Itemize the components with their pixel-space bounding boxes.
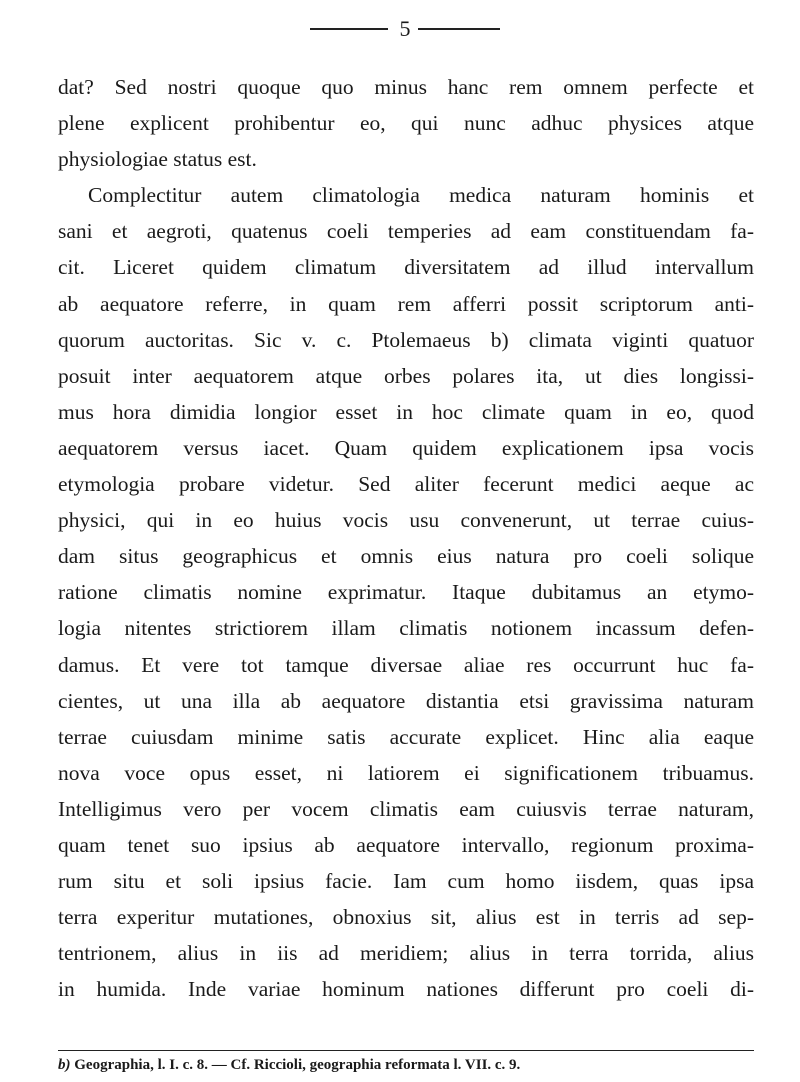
text-line: Complectitur autem climatologia medica naturam hominis et xyxy=(88,183,754,208)
text-line: quam tenet suo ipsius ab aequatore intervallo, regionum proxima- xyxy=(58,832,754,857)
text-line: cit. Liceret quidem climatum diversitatem ad illud intervallum xyxy=(58,255,754,280)
text-line: Intelligimus vero per vocem climatis eam cuiusvis terrae naturam, xyxy=(58,796,754,821)
text-line: tentrionem, alius in iis ad meridiem; alius in terra torrida, alius xyxy=(58,941,754,966)
text-line: etymologia probare videtur. Sed aliter fecerunt medici aeque ac xyxy=(58,472,754,497)
text-line: ab aequatore referre, in quam rem afferri possit scriptorum anti- xyxy=(58,291,754,316)
text-line: terrae cuiusdam minime satis accurate explicet. Hinc alia eaque xyxy=(58,724,754,749)
text-line: dat? Sed nostri quoque quo minus hanc rem omnem perfecte et xyxy=(58,75,754,99)
text-line: plene explicent prohibentur eo, qui nunc adhuc physices atque xyxy=(58,111,754,136)
text-line: sani et aegroti, quatenus coeli temperies ad eam constituendam fa- xyxy=(58,219,754,244)
footnote-marker: b) xyxy=(58,1057,71,1073)
text-line: damus. Et vere tot tamque diversae aliae res occurrunt huc fa- xyxy=(58,652,754,677)
text-line: physiologiae status est. xyxy=(58,147,257,172)
footnote-rule xyxy=(58,1050,754,1051)
text-line: aequatorem versus iacet. Quam quidem explicationem ipsa vocis xyxy=(58,435,754,460)
text-line: dam situs geographicus et omnis eius natura pro coeli solique xyxy=(58,544,754,569)
text-line: ratione climatis nomine exprimatur. Itaque dubitamus an etymo- xyxy=(58,580,754,605)
header-rule-right xyxy=(418,28,500,30)
text-line: nova voce opus esset, ni latiorem ei significationem tribuamus. xyxy=(58,760,754,785)
footnote xyxy=(58,1054,758,1076)
text-line: mus hora dimidia longior esset in hoc climate quam in eo, quod xyxy=(58,399,754,424)
text-line: posuit inter aequatorem atque orbes polares ita, ut dies longissi- xyxy=(58,363,754,388)
page-number: 5 xyxy=(399,16,411,41)
text-line: logia nitentes strictiorem illam climatis notionem incassum defen- xyxy=(58,616,754,641)
text-line: physici, qui in eo huius vocis usu convenerunt, ut terrae cuius- xyxy=(58,508,754,533)
text-line: rum situ et soli ipsius facie. Iam cum homo iisdem, quas ipsa xyxy=(58,869,754,894)
text-line: in humida. Inde variae hominum nationes differunt pro coeli di- xyxy=(58,977,754,1002)
footnote-text: Geographia, l. I. c. 8. — Cf. Riccioli, geographia reformata l. VII. c. 9. xyxy=(74,1057,521,1073)
text-line: terra experitur mutationes, obnoxius sit, alius est in terris ad sep- xyxy=(58,905,754,930)
body-text xyxy=(58,69,754,1007)
header-rule-left xyxy=(310,28,388,30)
page-header xyxy=(310,14,500,44)
text-line: quorum auctoritas. Sic v. c. Ptolemaeus b) climata viginti quatuor xyxy=(58,327,754,352)
text-line: cientes, ut una illa ab aequatore distantia etsi gravissima naturam xyxy=(58,688,754,713)
